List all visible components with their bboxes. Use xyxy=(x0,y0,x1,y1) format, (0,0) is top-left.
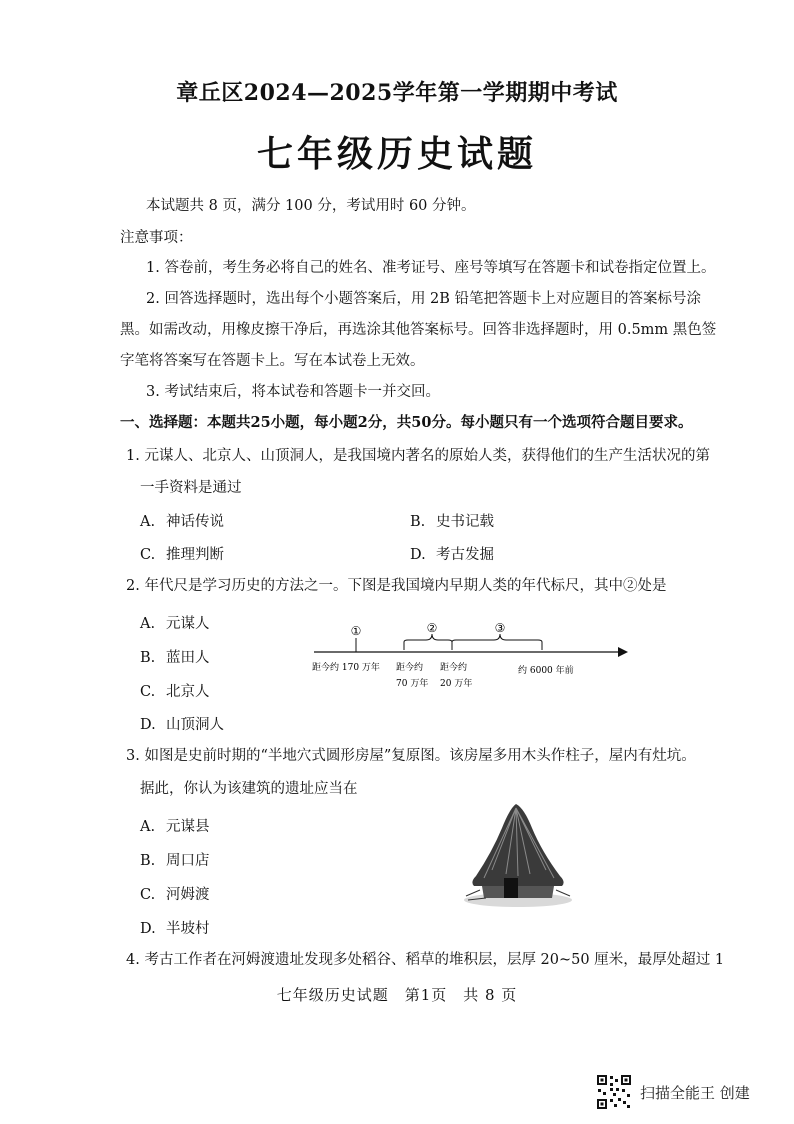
timeline-label-20b: 20 万年 xyxy=(440,679,473,689)
option-text: 北京人 xyxy=(166,684,210,700)
question-1-text: 1. 元谋人、北京人、山顶洞人，是我国境内著名的原始人类，获得他们的生产生活状况的第 xyxy=(126,448,710,464)
option-letter: D. xyxy=(140,921,156,937)
option-letter: A. xyxy=(140,819,156,835)
option-b xyxy=(140,849,210,870)
option-letter: C. xyxy=(140,547,156,563)
notice-item: 字笔将答案写在答题卡上。写在本试卷上无效。 xyxy=(120,353,425,369)
question-2-text: 2. 年代尺是学习历史的方法之一。下图是我国境内早期人类的年代标尺，其中②处是 xyxy=(126,578,667,594)
notice-heading: 注意事项： xyxy=(120,230,193,246)
scanner-watermark: 扫描全能王 创建 xyxy=(640,1084,750,1102)
option-letter: C. xyxy=(140,887,156,903)
hut-illustration xyxy=(462,800,574,910)
option-letter: A. xyxy=(140,616,156,632)
timeline-brace-3 xyxy=(452,634,542,650)
section-heading: 一、选择题：本题共25小题，每小题2分，共50分。每小题只有一个选项符合题目要求。 xyxy=(120,414,693,431)
timeline-label-20a: 距今约 xyxy=(440,663,468,673)
timeline-marker-1: ① xyxy=(350,624,362,638)
notice-item: 2. 回答选择题时，选出每个小题答案后，用 2B 铅笔把答题卡上对应题目的答案标号涂 xyxy=(146,291,702,307)
timeline-label-70a: 距今约 xyxy=(396,663,424,673)
option-a xyxy=(140,612,210,633)
timeline-brace-2 xyxy=(404,634,452,650)
option-c xyxy=(140,883,210,904)
timeline-label-70b: 70 万年 xyxy=(396,679,429,689)
exam-summary: 本试题共 8 页，满分 100 分，考试用时 60 分钟。 xyxy=(146,198,476,214)
timeline-marker-3: ③ xyxy=(494,621,506,635)
timeline-label-170: 距今约 170 万年 xyxy=(312,663,380,673)
option-text: 元谋县 xyxy=(166,819,210,835)
option-c xyxy=(140,680,210,701)
timeline-marker-2: ② xyxy=(426,621,438,635)
option-a xyxy=(140,815,210,836)
option-b xyxy=(140,646,210,667)
question-4-text: 4. 考古工作者在河姆渡遗址发现多处稻谷、稻草的堆积层，层厚 20~50 厘米，最厚处超过 1 xyxy=(126,952,725,968)
notice-item: 黑。如需改动，用橡皮擦干净后，再选涂其他答案标号。回答非选择题时，用 0.5mm 黑色签 xyxy=(120,322,717,338)
option-letter: B. xyxy=(140,650,156,666)
option-text: 考古发掘 xyxy=(436,547,494,563)
exam-subtitle: 七年级历史试题 xyxy=(256,133,537,175)
option-d xyxy=(410,543,494,564)
option-d xyxy=(140,917,210,938)
question-3-text: 据此，你认为该建筑的遗址应当在 xyxy=(140,781,358,797)
exam-title: 章丘区2024—2025学年第一学期期中考试 xyxy=(176,80,618,106)
option-letter: D. xyxy=(410,547,426,563)
option-letter: A. xyxy=(140,514,156,530)
option-letter: C. xyxy=(140,684,156,700)
question-1-text: 一手资料是通过 xyxy=(140,480,242,496)
notice-item: 3. 考试结束后，将本试卷和答题卡一并交回。 xyxy=(146,384,440,400)
option-b xyxy=(410,510,494,531)
hut-door xyxy=(504,878,518,898)
option-text: 半坡村 xyxy=(166,921,210,937)
option-text: 神话传说 xyxy=(166,514,224,530)
timeline-arrow-icon xyxy=(618,647,628,657)
timeline-label-6000: 约 6000 年前 xyxy=(518,666,574,676)
option-letter: D. xyxy=(140,717,156,733)
option-text: 史书记载 xyxy=(436,514,494,530)
option-text: 周口店 xyxy=(166,853,210,869)
option-text: 推理判断 xyxy=(166,547,224,563)
option-letter: B. xyxy=(410,514,426,530)
question-3-text: 3. 如图是史前时期的“半地穴式圆形房屋”复原图。该房屋多用木头作柱子，屋内有灶坑。 xyxy=(126,748,696,764)
timeline-diagram xyxy=(300,614,640,694)
notice-item: 1. 答卷前，考生务必将自己的姓名、准考证号、座号等填写在答题卡和试卷指定位置上。 xyxy=(146,260,716,276)
option-letter: B. xyxy=(140,853,156,869)
option-text: 山顶洞人 xyxy=(166,717,224,733)
option-d xyxy=(140,713,224,734)
option-text: 河姆渡 xyxy=(166,887,210,903)
option-c xyxy=(140,543,224,564)
option-text: 蓝田人 xyxy=(166,650,210,666)
option-a xyxy=(140,510,224,531)
option-text: 元谋人 xyxy=(166,616,210,632)
qr-code-icon xyxy=(596,1074,632,1110)
page-footer: 七年级历史试题 第1页 共 8 页 xyxy=(276,986,518,1004)
